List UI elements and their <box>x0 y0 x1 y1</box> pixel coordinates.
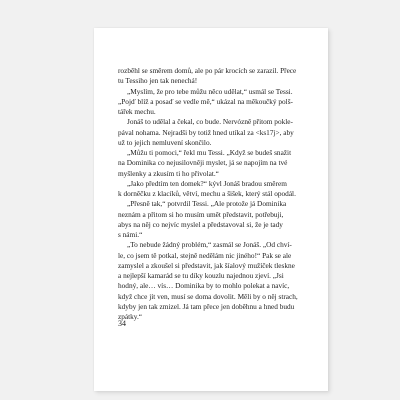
page-text <box>118 66 305 322</box>
text-line: tářek mechu. <box>118 107 156 116</box>
text-line: hodný, ale… vís… Dominika by to mohlo polekat a navíc, <box>118 281 290 291</box>
text-line: „Přesně tak,“ potvrdil Tessi. „Ale protože já Dominika <box>127 199 287 209</box>
text-line: rozběhl se směrem domů, ale po pár krocích se zarazil. Přece <box>118 66 297 75</box>
text-line: Jonáš to udělal a čekal, co bude. Nervózně přitom pokle- <box>127 117 293 127</box>
text-line: „Pojď blíž a posaď se vedle mě,“ ukázal na měkoučký polš- <box>118 96 293 106</box>
text-line: pával nohama. Nejradši by totiž hned utíkal za <ks17j>, aby <box>118 127 294 137</box>
text-line: „Můžu ti pomoci,“ řekl mu Tessi. „Když se budeš snažit <box>127 148 292 157</box>
text-line: tu Tessiho jen tak nenechá! <box>118 76 198 86</box>
text-line: s námi.“ <box>118 230 143 239</box>
text-line: „Myslím, že pro tebe můžu něco udělat,“ usmál se Tessi. <box>127 86 293 96</box>
text-line: na Dominika co nejusilovněji myslet, já se napojím na tvé <box>118 158 288 168</box>
text-line: le, co jsem tě potkal, stejně nedělám nic jiného!“ Pak se ale <box>118 250 292 260</box>
text-line: zpátky.“ <box>118 312 143 321</box>
text-line: myšlenky a zkusím ti ho přivolat.“ <box>118 168 219 178</box>
text-line: k dorněčku z klacíků, větví, mechu a šišek, který stál opodál. <box>118 189 296 198</box>
text-line: a nejlepší kamarád se tu díky kouzlu najednou zjeví. „Jsi <box>118 271 284 280</box>
text-line: kdyby jen tak zmizel. Já tam přece jen doběhnu a hned budu <box>118 301 295 311</box>
page-number: 34 <box>118 319 126 328</box>
text-line: abys na něj co nejvíc myslel a představoval si, že je tady <box>118 219 283 229</box>
text-line: „To nebude žádný problém,“ zasmál se Jonáš. „Od chví- <box>127 240 292 250</box>
book-page <box>94 28 328 391</box>
text-line: zamyslel a zkoušel si představit, jak šíalový mužíček tleskne <box>118 260 295 270</box>
text-line: už to jejich nemluvení skončilo. <box>118 137 212 147</box>
text-line: když chce jít ven, musí se doma dovolit. Měli by o něj strach, <box>118 291 298 301</box>
text-line: „Jako předtím ten domek?“ kývl Jonáš bradou směrem <box>127 178 287 188</box>
text-line: neznám a přitom si ho musím umět představit, potřebuji, <box>118 209 284 219</box>
